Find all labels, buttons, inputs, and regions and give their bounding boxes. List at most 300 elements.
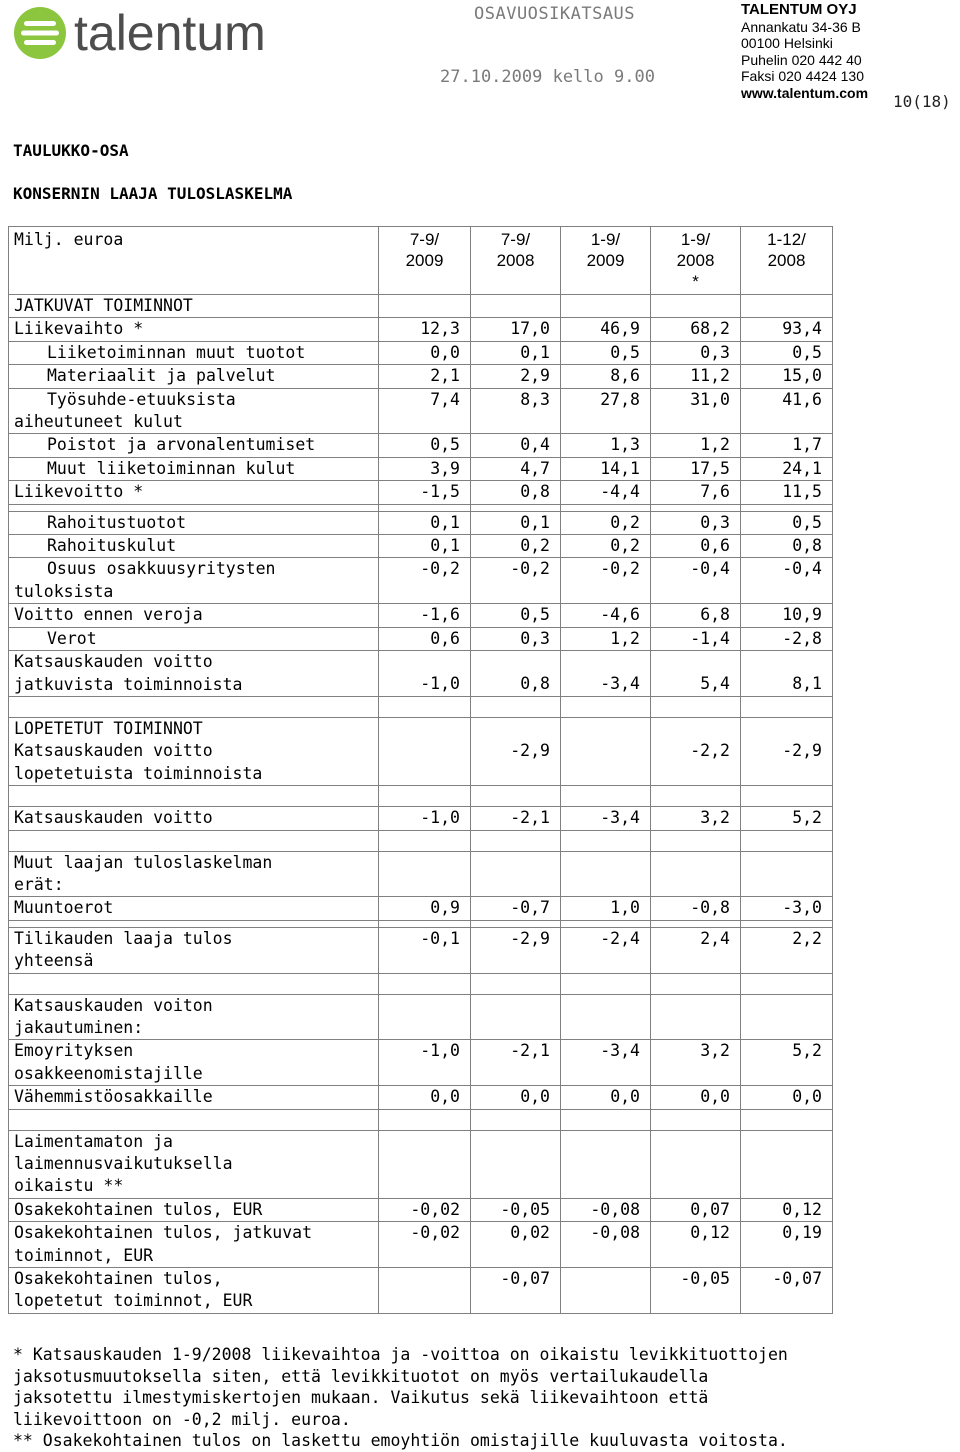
value-cell xyxy=(379,1198,471,1221)
row-label xyxy=(9,535,379,558)
value-cell xyxy=(561,994,651,1040)
value-text: 0,8 xyxy=(520,674,550,694)
value-cell xyxy=(741,1198,833,1221)
value-text: 31,0 xyxy=(690,389,730,409)
spacer-cell xyxy=(379,786,471,807)
value-text: 17,0 xyxy=(510,319,550,339)
value-cell xyxy=(471,341,561,364)
value-text: -0,2 xyxy=(420,559,460,579)
table-row xyxy=(9,295,833,318)
spacer-cell xyxy=(379,973,471,994)
spacer-cell xyxy=(379,830,471,851)
value-cell xyxy=(561,927,651,973)
spacer-cell xyxy=(651,696,741,717)
row-label-line: Verot xyxy=(47,628,97,648)
value-text: -3,4 xyxy=(600,808,640,828)
value-text: 0,5 xyxy=(792,342,822,362)
row-label-line: oikaistu ** xyxy=(14,1176,124,1196)
value-text: 11,5 xyxy=(782,482,822,502)
row-label-line: Katsauskauden voiton xyxy=(14,995,213,1015)
row-label-line: Poistot ja arvonalentumiset xyxy=(47,435,316,455)
column-header: 1-9/ 2008 * xyxy=(651,227,741,295)
value-cell xyxy=(741,481,833,504)
page-title: KONSERNIN LAAJA TULOSLASKELMA xyxy=(13,184,293,203)
value-cell xyxy=(561,1222,651,1268)
value-text: -1,6 xyxy=(420,605,460,625)
value-text: 1,2 xyxy=(700,435,730,455)
value-text: -2,2 xyxy=(690,741,730,761)
row-label-line: toiminnot, EUR xyxy=(14,1245,154,1265)
value-cell xyxy=(471,851,561,897)
spacer-cell xyxy=(9,920,379,927)
spacer-cell xyxy=(651,1109,741,1130)
value-cell xyxy=(651,807,741,830)
value-text: 2,2 xyxy=(792,928,822,948)
value-text: -2,9 xyxy=(510,741,550,761)
value-text: 14,1 xyxy=(600,458,640,478)
value-text: -3,4 xyxy=(600,674,640,694)
spacer-cell xyxy=(741,1109,833,1130)
spacer-cell xyxy=(651,973,741,994)
value-text: -0,08 xyxy=(590,1199,640,1219)
spacer-cell xyxy=(471,973,561,994)
company-info xyxy=(741,2,868,101)
spacer-cell xyxy=(9,504,379,511)
value-text: 0,0 xyxy=(430,342,460,362)
table-row xyxy=(9,457,833,480)
spacer-cell xyxy=(651,504,741,511)
value-text: 1,7 xyxy=(792,435,822,455)
row-label-line: Liikevoitto * xyxy=(14,482,144,502)
value-text: 5,2 xyxy=(792,1041,822,1061)
value-text: 41,6 xyxy=(782,389,822,409)
row-label-line: Katsauskauden voitto xyxy=(14,652,213,672)
value-cell xyxy=(741,927,833,973)
value-cell xyxy=(651,511,741,534)
value-cell xyxy=(741,318,833,341)
row-label-line: laimennusvaikutuksella xyxy=(14,1154,233,1173)
value-cell xyxy=(651,388,741,434)
value-cell xyxy=(471,457,561,480)
value-text: 0,1 xyxy=(430,536,460,556)
value-cell xyxy=(471,481,561,504)
column-header: 7-9/ 2008 xyxy=(471,227,561,295)
value-cell xyxy=(561,1268,651,1314)
spacer-cell xyxy=(741,830,833,851)
value-cell xyxy=(379,457,471,480)
value-cell xyxy=(379,927,471,973)
value-text: 0,9 xyxy=(430,898,460,918)
row-label-line: lopetetut toiminnot, EUR xyxy=(14,1291,253,1311)
column-header: 1-12/ 2008 xyxy=(741,227,833,295)
footnote-line: jaksotusmuutoksella siten, että levikkituotot on myös vertailukaudella xyxy=(13,1366,709,1386)
row-label xyxy=(9,1086,379,1109)
row-label-line: Voitto ennen veroja xyxy=(14,605,203,625)
value-text: 46,9 xyxy=(600,319,640,339)
value-text: 7,6 xyxy=(700,482,730,502)
spacer-cell xyxy=(379,696,471,717)
value-text: 0,6 xyxy=(430,628,460,648)
row-label xyxy=(9,717,379,785)
row-label-line: Tilikauden laaja tulos xyxy=(14,928,233,948)
spacer-row xyxy=(9,920,833,927)
row-label xyxy=(9,558,379,604)
spacer-row xyxy=(9,786,833,807)
value-cell xyxy=(471,388,561,434)
value-cell xyxy=(741,1130,833,1198)
value-cell xyxy=(379,388,471,434)
spacer-cell xyxy=(651,786,741,807)
spacer-cell xyxy=(379,920,471,927)
spacer-cell xyxy=(741,786,833,807)
value-cell xyxy=(651,604,741,627)
value-cell xyxy=(651,535,741,558)
spacer-cell xyxy=(561,973,651,994)
value-text: 0,1 xyxy=(520,512,550,532)
value-cell xyxy=(741,1222,833,1268)
value-text: 4,7 xyxy=(520,458,550,478)
table-row xyxy=(9,1040,833,1086)
value-text: -0,2 xyxy=(600,559,640,579)
row-label xyxy=(9,927,379,973)
value-cell xyxy=(379,481,471,504)
value-cell xyxy=(561,1040,651,1086)
value-cell xyxy=(471,807,561,830)
value-text: 3,2 xyxy=(700,808,730,828)
value-cell xyxy=(379,851,471,897)
value-text: 3,2 xyxy=(700,1041,730,1061)
spacer-cell xyxy=(651,830,741,851)
value-cell xyxy=(379,434,471,457)
value-text: 12,3 xyxy=(420,319,460,339)
value-cell xyxy=(379,1086,471,1109)
footnotes xyxy=(13,1344,943,1452)
value-cell xyxy=(561,897,651,920)
table-row xyxy=(9,627,833,650)
row-label-line: Osakekohtainen tulos, EUR xyxy=(14,1199,263,1219)
table-row xyxy=(9,851,833,897)
value-text: -0,2 xyxy=(510,559,550,579)
table-row xyxy=(9,1086,833,1109)
spacer-cell xyxy=(561,504,651,511)
row-label-line: Liiketoiminnan muut tuotot xyxy=(47,342,306,362)
value-text: 68,2 xyxy=(690,319,730,339)
document-type: OSAVUOSIKATSAUS xyxy=(474,4,636,24)
value-cell xyxy=(741,717,833,785)
value-text: 0,3 xyxy=(520,628,550,648)
row-label-line: aiheutuneet kulut xyxy=(14,412,183,432)
value-text: 0,2 xyxy=(610,512,640,532)
value-cell xyxy=(379,627,471,650)
value-cell xyxy=(651,434,741,457)
row-label xyxy=(9,1040,379,1086)
row-label xyxy=(9,295,379,318)
spacer-cell xyxy=(561,1109,651,1130)
value-cell xyxy=(379,511,471,534)
value-text: 0,0 xyxy=(430,1087,460,1107)
value-text: 0,0 xyxy=(520,1087,550,1107)
value-cell xyxy=(471,558,561,604)
row-label-line: Muut liiketoiminnan kulut xyxy=(47,458,296,478)
spacer-cell xyxy=(741,973,833,994)
value-cell xyxy=(561,604,651,627)
row-label-line: osakkeenomistajille xyxy=(14,1063,203,1083)
footnote-line: ** Osakekohtainen tulos on laskettu emoyhtiön omistajille kuuluvasta voitosta. xyxy=(13,1431,788,1450)
value-cell xyxy=(741,457,833,480)
value-text: 2,4 xyxy=(700,928,730,948)
value-cell xyxy=(379,604,471,627)
row-label-line: Katsauskauden voitto xyxy=(14,808,213,828)
value-cell xyxy=(741,851,833,897)
value-text: -1,4 xyxy=(690,628,730,648)
company-address: Annankatu 34-36 B xyxy=(741,18,861,35)
row-label xyxy=(9,1130,379,1198)
table-row xyxy=(9,1198,833,1221)
value-text: 17,5 xyxy=(690,458,730,478)
footnote-line: liikevoittoon on -0,2 milj. euroa. xyxy=(13,1409,351,1429)
value-text: 24,1 xyxy=(782,458,822,478)
spacer-cell xyxy=(9,973,379,994)
value-cell xyxy=(651,1130,741,1198)
logo-mark-icon xyxy=(14,7,66,59)
value-cell xyxy=(561,457,651,480)
value-text: 10,9 xyxy=(782,605,822,625)
spacer-cell xyxy=(471,830,561,851)
value-cell xyxy=(471,365,561,388)
spacer-cell xyxy=(471,696,561,717)
value-text: 0,5 xyxy=(520,605,550,625)
value-text: -1,5 xyxy=(420,482,460,502)
value-text: 8,1 xyxy=(792,674,822,694)
value-text: -0,07 xyxy=(772,1269,822,1289)
row-label-line: Katsauskauden voitto xyxy=(14,741,213,761)
value-text: 0,8 xyxy=(520,482,550,502)
row-label xyxy=(9,1198,379,1221)
spacer-cell xyxy=(741,504,833,511)
spacer-cell xyxy=(471,504,561,511)
spacer-cell xyxy=(561,920,651,927)
row-label-line: Osakekohtainen tulos, xyxy=(14,1269,223,1289)
value-cell xyxy=(471,1086,561,1109)
row-label-line: Osuus osakkuusyritysten xyxy=(47,559,276,579)
table-row xyxy=(9,1130,833,1198)
row-label-line: Materiaalit ja palvelut xyxy=(47,366,276,386)
table-row xyxy=(9,807,833,830)
value-cell xyxy=(741,434,833,457)
row-label xyxy=(9,341,379,364)
row-label-line: jakautuminen: xyxy=(14,1017,144,1037)
column-header: 1-9/ 2009 xyxy=(561,227,651,295)
value-text: -2,1 xyxy=(510,808,550,828)
unit-label: Milj. euroa xyxy=(9,227,379,295)
page-number: 10(18) xyxy=(893,92,951,111)
value-cell xyxy=(561,535,651,558)
value-cell xyxy=(651,365,741,388)
spacer-cell xyxy=(471,1109,561,1130)
row-label-line: Osakekohtainen tulos, jatkuvat xyxy=(14,1223,313,1243)
row-label-line: JATKUVAT TOIMINNOT xyxy=(14,296,193,315)
row-label xyxy=(9,365,379,388)
value-cell xyxy=(379,651,471,697)
row-label-line: erät: xyxy=(14,874,64,894)
table-header-row xyxy=(9,227,833,295)
row-label-line: Rahoitustuotot xyxy=(47,512,187,532)
row-label xyxy=(9,851,379,897)
value-cell xyxy=(561,717,651,785)
row-label xyxy=(9,1222,379,1268)
company-postal: 00100 Helsinki xyxy=(741,35,833,51)
row-label-line: Vähemmistöosakkaille xyxy=(14,1087,213,1107)
value-text: 0,4 xyxy=(520,435,550,455)
value-cell xyxy=(561,341,651,364)
value-text: 0,1 xyxy=(430,512,460,532)
footnote-line: * Katsauskauden 1-9/2008 liikevaihtoa ja -voittoa on oikaistu levikkituottojen xyxy=(13,1345,788,1364)
value-cell xyxy=(651,457,741,480)
value-cell xyxy=(651,1222,741,1268)
value-text: -2,4 xyxy=(600,928,640,948)
value-cell xyxy=(379,1268,471,1314)
value-cell xyxy=(651,481,741,504)
table-row xyxy=(9,717,833,785)
table-row xyxy=(9,535,833,558)
section-heading: TAULUKKO-OSA xyxy=(13,141,129,160)
table-row xyxy=(9,651,833,697)
value-text: -0,05 xyxy=(500,1199,550,1219)
value-cell xyxy=(741,651,833,697)
value-text: -0,05 xyxy=(680,1269,730,1289)
value-cell xyxy=(651,295,741,318)
value-cell xyxy=(561,558,651,604)
row-label xyxy=(9,627,379,650)
value-text: -0,02 xyxy=(410,1223,460,1243)
value-cell xyxy=(471,604,561,627)
value-cell xyxy=(651,1086,741,1109)
value-cell xyxy=(471,1130,561,1198)
value-cell xyxy=(561,434,651,457)
spacer-row xyxy=(9,830,833,851)
table-row xyxy=(9,341,833,364)
value-cell xyxy=(651,1198,741,1221)
value-text: -3,4 xyxy=(600,1041,640,1061)
value-cell xyxy=(561,481,651,504)
value-cell xyxy=(379,1040,471,1086)
value-cell xyxy=(651,717,741,785)
income-statement-table xyxy=(8,226,833,1314)
value-cell xyxy=(379,535,471,558)
value-cell xyxy=(471,651,561,697)
value-cell xyxy=(561,365,651,388)
value-cell xyxy=(651,558,741,604)
value-text: 5,4 xyxy=(700,674,730,694)
row-label-line: Muuntoerot xyxy=(14,898,114,918)
value-text: -4,4 xyxy=(600,482,640,502)
table-row xyxy=(9,1268,833,1314)
value-text: 0,8 xyxy=(792,536,822,556)
spacer-cell xyxy=(561,830,651,851)
value-cell xyxy=(741,1268,833,1314)
spacer-row xyxy=(9,696,833,717)
spacer-cell xyxy=(561,786,651,807)
value-cell xyxy=(471,434,561,457)
spacer-cell xyxy=(9,1109,379,1130)
value-cell xyxy=(651,927,741,973)
row-label xyxy=(9,481,379,504)
value-cell xyxy=(741,994,833,1040)
row-label xyxy=(9,604,379,627)
spacer-cell xyxy=(561,696,651,717)
value-text: -2,8 xyxy=(782,628,822,648)
value-cell xyxy=(561,1130,651,1198)
row-label-line: jatkuvista toiminnoista xyxy=(14,674,243,694)
spacer-row xyxy=(9,1109,833,1130)
value-cell xyxy=(651,1268,741,1314)
value-cell xyxy=(741,807,833,830)
value-text: 6,8 xyxy=(700,605,730,625)
value-cell xyxy=(379,318,471,341)
value-text: 8,3 xyxy=(520,389,550,409)
table-row xyxy=(9,1222,833,1268)
value-text: 0,0 xyxy=(610,1087,640,1107)
table-row xyxy=(9,434,833,457)
value-text: 0,5 xyxy=(792,512,822,532)
value-cell xyxy=(471,535,561,558)
value-cell xyxy=(741,365,833,388)
value-cell xyxy=(471,1040,561,1086)
value-cell xyxy=(379,365,471,388)
value-cell xyxy=(471,717,561,785)
value-cell xyxy=(379,341,471,364)
value-text: 0,5 xyxy=(610,342,640,362)
value-cell xyxy=(379,558,471,604)
spacer-cell xyxy=(471,786,561,807)
row-label-line: Työsuhde-etuuksista xyxy=(47,389,236,409)
row-label xyxy=(9,388,379,434)
value-cell xyxy=(651,897,741,920)
value-text: 0,3 xyxy=(700,342,730,362)
company-name: TALENTUM OYJ xyxy=(741,1,857,18)
value-text: 0,2 xyxy=(610,536,640,556)
row-label-line: tuloksista xyxy=(14,581,114,601)
value-text: 0,5 xyxy=(430,435,460,455)
row-label-line: lopetetuista toiminnoista xyxy=(14,763,263,783)
value-cell xyxy=(561,1198,651,1221)
value-text: 0,02 xyxy=(510,1223,550,1243)
spacer-cell xyxy=(379,1109,471,1130)
value-cell xyxy=(651,318,741,341)
value-cell xyxy=(561,851,651,897)
table-row xyxy=(9,481,833,504)
spacer-cell xyxy=(9,696,379,717)
value-text: -3,0 xyxy=(782,898,822,918)
value-text: -0,4 xyxy=(782,559,822,579)
value-text: 0,19 xyxy=(782,1223,822,1243)
footnote-line: jaksotettu ilmestymiskertojen mukaan. Vaikutus sekä liikevaihtoon että xyxy=(13,1388,709,1407)
talentum-logo xyxy=(10,4,370,62)
company-website[interactable]: www.talentum.com xyxy=(741,84,869,101)
value-text: 0,6 xyxy=(700,536,730,556)
value-cell xyxy=(471,1222,561,1268)
value-cell xyxy=(561,627,651,650)
value-cell xyxy=(741,295,833,318)
value-cell xyxy=(379,807,471,830)
value-cell xyxy=(651,1040,741,1086)
value-text: 11,2 xyxy=(690,366,730,386)
value-cell xyxy=(471,897,561,920)
spacer-cell xyxy=(741,696,833,717)
value-text: 2,1 xyxy=(430,366,460,386)
value-text: -0,08 xyxy=(590,1223,640,1243)
value-cell xyxy=(741,897,833,920)
